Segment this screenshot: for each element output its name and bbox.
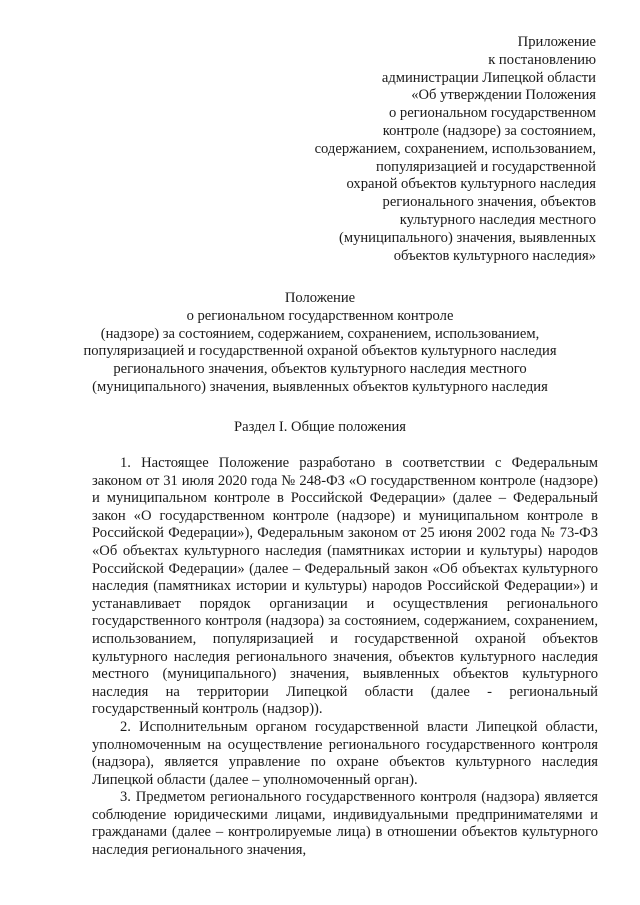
appendix-line: (муниципального) значения, выявленных xyxy=(338,229,596,246)
title-line: Положение xyxy=(284,290,356,306)
paragraph-2: 2. Исполнительным органом государственной власти Липецкой области, уполномоченным на осуществление регионального государственного контроля (надзора), является управление по охране объектов культурного наследия Липецкой области (далее – уполномоченный орган). xyxy=(92,718,598,788)
appendix-line: охраной объектов культурного наследия xyxy=(346,176,596,193)
appendix-line: культурного наследия местного xyxy=(399,211,596,228)
title-line: о региональном государственном контроле xyxy=(186,307,454,324)
title-line: популяризацией и государственной охраной объектов культурного наследия xyxy=(83,343,557,360)
paragraph-3: 3. Предметом регионального государственного контроля (надзора) является соблюдение юридическими лицами, индивидуальными предпринимателями и гражданами (далее – контролируемые лица) в отношении объектов культурного наследия регионального значения, xyxy=(92,789,598,859)
title-line: (надзоре) за состоянием, содержанием, сохранением, использованием, xyxy=(100,325,540,342)
document-title xyxy=(40,290,600,397)
appendix-line: к постановлению xyxy=(488,51,596,68)
appendix-line: «Об утверждении Положения xyxy=(411,87,596,104)
title-line: регионального значения, объектов культурного наследия местного xyxy=(113,361,527,378)
appendix-line: объектов культурного наследия» xyxy=(393,247,596,264)
appendix-line: контроле (надзоре) за состоянием, xyxy=(382,122,596,139)
paragraph-1: 1. Настоящее Положение разработано в соответствии с Федеральным законом от 31 июля 2020 года № 248-ФЗ «О государственном контроле (надзоре) и муниципальном контроле в Российской Федерации» (далее – Федеральный закон «О государственном контроле (надзоре) и муниципальном контроле в Российской Федерации»), Федеральным законом от 25 июня 2002 года № 73-ФЗ «Об объектах культурного наследия (памятниках истории и культуры) народов Российской Федерации» (далее – Федеральный закон «Об объектах культурного наследия (памятниках истории и культуры) народов Российской Федерации») и устанавливает порядок организации и осуществления регионального государственного контроля (надзора) за состоянием, содержанием, сохранением, использованием, популяризацией и государственной охраной объектов культурного наследия регионального значения, объектов культурного наследия местного (муниципального) значения, выявленных объектов культурного наследия на территории Липецкой области (далее - региональный государственный контроль (надзор)). xyxy=(92,455,598,718)
appendix-line: о региональном государственном xyxy=(388,105,596,122)
title-line: (муниципального) значения, выявленных объектов культурного наследия xyxy=(92,378,548,395)
appendix-block xyxy=(266,34,596,265)
appendix-line: популяризацией и государственной xyxy=(376,158,596,175)
appendix-line: содержанием, сохранением, использованием, xyxy=(314,140,596,157)
appendix-line: регионального значения, объектов xyxy=(382,194,596,211)
document-body xyxy=(92,455,598,860)
appendix-line: администрации Липецкой области xyxy=(381,69,596,86)
appendix-line: Приложение xyxy=(517,34,596,50)
section-heading: Раздел I. Общие положения xyxy=(233,419,407,435)
